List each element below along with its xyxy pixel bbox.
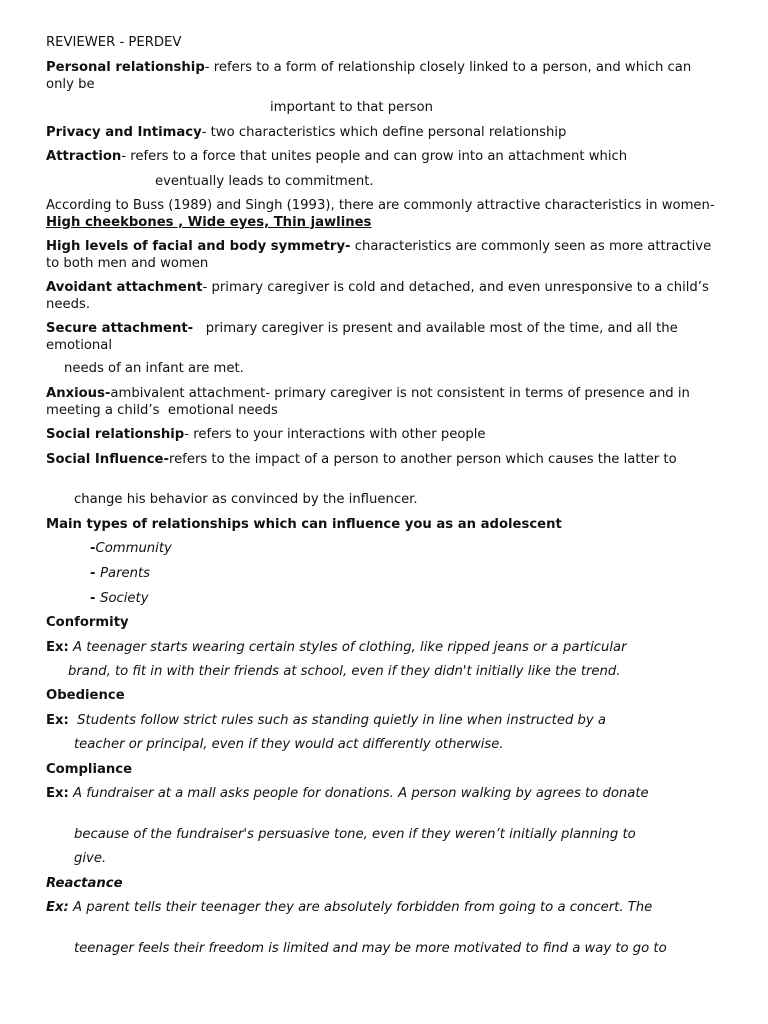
personal-relationship-def bbox=[46, 60, 722, 93]
def-text: - primary caregiver is cold and detached, and even unresponsive to a child’s needs. bbox=[46, 280, 709, 312]
reactance-example-cont: teenager feels their freedom is limited and may be more motivated to find a way to go to bbox=[74, 941, 667, 956]
term-label: Privacy and Intimacy bbox=[46, 125, 202, 140]
attractive-characteristics: High cheekbones , Wide eyes, Thin jawlines bbox=[46, 214, 372, 230]
ex-label: Ex: bbox=[46, 786, 69, 801]
symmetry-def bbox=[46, 239, 722, 272]
term-label: Personal relationship bbox=[46, 60, 205, 75]
compliance-example-end: give. bbox=[74, 851, 107, 866]
term-label: Attraction bbox=[46, 149, 122, 164]
obedience-heading: Obedience bbox=[46, 688, 125, 703]
attraction-cont: eventually leads to commitment. bbox=[155, 174, 374, 189]
def-text: primary caregiver is present and available most of the time, and all the emotional bbox=[46, 321, 682, 353]
attraction-def bbox=[46, 149, 722, 166]
compliance-heading: Compliance bbox=[46, 762, 133, 777]
obedience-example-cont: teacher or principal, even if they would act differently otherwise. bbox=[74, 737, 504, 752]
term-label: Secure attachment- bbox=[46, 321, 194, 336]
compliance-example-cont: because of the fundraiser's persuasive tone, even if they weren’t initially planning to bbox=[74, 827, 636, 842]
def-text: - refers to a form of relationship closely linked to a person, and which can only be bbox=[46, 60, 692, 92]
def-text: characteristics are commonly seen as more attractive to both men and women bbox=[46, 239, 712, 271]
social-influence-cont: change his behavior as convinced by the influencer. bbox=[74, 492, 418, 507]
list-item: - Society bbox=[90, 591, 149, 606]
def-text: - refers to a force that unites people and can grow into an attachment which bbox=[121, 149, 628, 164]
def-text: - refers to your interactions with other people bbox=[184, 427, 486, 442]
list-item: - Parents bbox=[90, 566, 151, 581]
ex-label: Ex: bbox=[46, 900, 69, 915]
ex-label: Ex: bbox=[46, 713, 69, 728]
conformity-example-cont: brand, to fit in with their friends at school, even if they didn't initially like the trend. bbox=[68, 664, 621, 679]
secure-attachment-cont: needs of an infant are met. bbox=[64, 361, 244, 376]
list-item: -Community bbox=[90, 541, 172, 556]
privacy-intimacy-def bbox=[46, 125, 722, 142]
buss-singh-paragraph: According to Buss (1989) and Singh (1993), there are commonly attractive characteristics in women- High cheekbones , Wide eyes, Thin jawlines bbox=[46, 198, 715, 230]
social-relationship-def bbox=[46, 427, 722, 444]
secure-attachment-def bbox=[46, 321, 722, 354]
reactance-heading: Reactance bbox=[46, 876, 123, 891]
conformity-heading: Conformity bbox=[46, 615, 129, 630]
main-types-heading: Main types of relationships which can influence you as an adolescent bbox=[46, 517, 562, 532]
term-label: Social Influence- bbox=[46, 452, 169, 467]
term-label: Social relationship bbox=[46, 427, 185, 442]
def-text: refers to the impact of a person to another person which causes the latter to bbox=[168, 452, 677, 467]
obedience-example: Ex: Students follow strict rules such as standing quietly in line when instructed by a bbox=[46, 713, 606, 728]
term-label: Anxious- bbox=[46, 386, 111, 401]
conformity-example: Ex: A teenager starts wearing certain styles of clothing, like ripped jeans or a particular bbox=[46, 640, 627, 655]
term-label: High levels of facial and body symmetry- bbox=[46, 239, 351, 254]
term-label: Avoidant attachment bbox=[46, 280, 203, 295]
compliance-example: Ex: A fundraiser at a mall asks people for donations. A person walking by agrees to donate bbox=[46, 786, 649, 801]
personal-relationship-cont: important to that person bbox=[270, 100, 433, 115]
def-text: ambivalent attachment- primary caregiver is not consistent in terms of presence and in meeting a child’s emotional needs bbox=[46, 386, 695, 418]
def-text: - two characteristics which define personal relationship bbox=[201, 125, 567, 140]
anxious-attachment-def bbox=[46, 386, 722, 419]
reactance-example: Ex: A parent tells their teenager they are absolutely forbidden from going to a concert. The bbox=[46, 900, 653, 915]
social-influence-def bbox=[46, 452, 722, 469]
doc-header: REVIEWER - PERDEV bbox=[46, 35, 182, 50]
ex-label: Ex: bbox=[46, 640, 69, 655]
avoidant-attachment-def bbox=[46, 280, 722, 313]
